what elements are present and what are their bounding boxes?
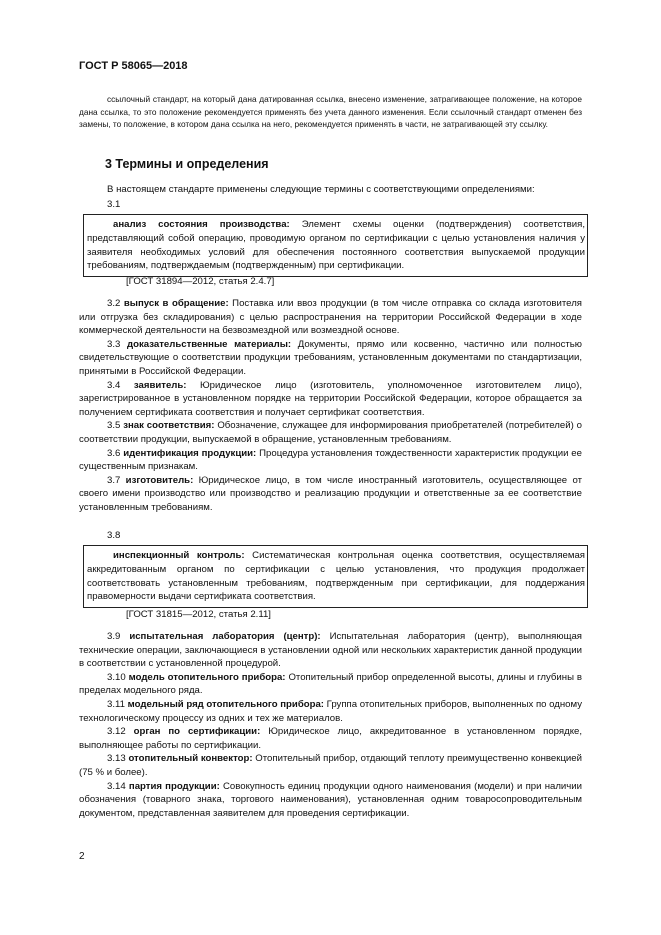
term-3-13 bbox=[79, 752, 582, 779]
term-name: партия продукции: bbox=[128, 780, 220, 792]
term-3-3 bbox=[79, 338, 582, 379]
term-3-14 bbox=[79, 780, 582, 821]
term-text: Юридическое лицо, в том числе иностранный изготовитель, осуществляющее от своего имени производство или производство и реализацию продукции и ответственные за ее соответствие установленным требованиям. bbox=[79, 474, 582, 513]
term-3-9 bbox=[79, 630, 582, 671]
term-3-8-name: инспекционный контроль: bbox=[113, 550, 245, 561]
term-name: модель отопительного прибора: bbox=[128, 671, 286, 683]
terms-block-a bbox=[79, 297, 582, 515]
term-text: Процедура установления тождественности характеристик продукции ее существенным признакам. bbox=[79, 447, 582, 473]
section-lead bbox=[79, 183, 582, 197]
term-number-3-1: 3.1 bbox=[107, 199, 121, 210]
term-name: доказательственные материалы: bbox=[127, 338, 292, 350]
term-number: 3.6 bbox=[107, 447, 121, 459]
term-number-3-8: 3.8 bbox=[107, 530, 121, 541]
page-number: 2 bbox=[79, 851, 85, 862]
intro-paragraph bbox=[79, 93, 582, 131]
term-3-5 bbox=[79, 419, 582, 446]
term-box-3-8 bbox=[83, 545, 588, 608]
section-title: 3 Термины и определения bbox=[105, 157, 269, 171]
term-text: Юридическое лицо (изготовитель, уполномоченное изготовителем лицо), зарегистрированное в установленном порядке на территории Российской Федерации, которое обращается за получением сертификата соответствия и получает сертификат соответствия. bbox=[79, 379, 583, 418]
term-number: 3.9 bbox=[107, 631, 121, 642]
term-number: 3.11 bbox=[107, 698, 125, 710]
term-box-3-1 bbox=[83, 214, 588, 277]
term-number: 3.10 bbox=[107, 671, 126, 683]
term-3-8-text: Систематическая контрольная оценка соответствия, осуществляемая аккредитованным органом по сертификации с целью установления, что продукция продолжает соответствовать установленным требованиям, подтвержденным при сертификации, для поддержания правомерности выдачи сертификата соответствия. bbox=[87, 550, 585, 603]
term-3-12 bbox=[79, 725, 582, 752]
term-text: Поставка или ввоз продукции (в том числе отправка со склада изготовителя или отгрузка без складирования) с целью распространения на территории Российской Федерации в ходе коммерческой деятельности на безвозмездной или возмездной основе. bbox=[79, 298, 582, 337]
term-name: идентификация продукции: bbox=[123, 447, 257, 459]
section-lead-text: В настоящем стандарте применены следующие термины с соответствующими определениями: bbox=[107, 184, 535, 195]
term-3-11 bbox=[79, 698, 582, 725]
term-number: 3.12 bbox=[107, 726, 126, 738]
term-text: Юридическое лицо, аккредитованное в установленном порядке, выполняющее работы по сертификации. bbox=[79, 726, 582, 751]
term-3-7 bbox=[79, 474, 582, 515]
term-number: 3.2 bbox=[107, 298, 121, 309]
term-name: орган по сертификации: bbox=[133, 726, 261, 738]
term-3-4 bbox=[79, 379, 582, 420]
term-text: Группа отопительных приборов, выполненных по одному технологическому процессу из одних и тех же материалов. bbox=[79, 698, 583, 724]
term-name: заявитель: bbox=[133, 379, 187, 391]
term-text: Совокупность единиц продукции одного наименования (модели) и при наличии обозначения (товарного знака, торгового наименования), установленная одним товаросопроводительным документом, представленная заявителем для проведения сертификации. bbox=[79, 780, 582, 819]
term-name: модельный ряд отопительного прибора: bbox=[127, 698, 324, 710]
term-text: Испытательная лаборатория (центр), выполняющая технические операции, заключающиеся в установлении одной или нескольких характеристик данной продукции в соответствии с установленной процедурой. bbox=[79, 631, 582, 670]
term-number: 3.5 bbox=[107, 420, 121, 432]
term-3-1-definition bbox=[84, 215, 587, 276]
intro-text: ссылочный стандарт, на который дана датированная ссылка, внесено изменение, затрагивающее положение, на которое дана ссылка, то это положение рекомендуется применять без учета данного изменения. Если ссылочный стандарт отменен без замены, то положение, в котором дана ссылка на него, рекомендуется применять в части, не затрагивающей эту ссылку. bbox=[79, 94, 582, 130]
term-3-8-source: [ГОСТ 31815—2012, статья 2.11] bbox=[126, 609, 271, 620]
term-text: Отопительный прибор, отдающий теплоту преимущественно конвекцией (75 % и более). bbox=[79, 753, 582, 778]
term-name: знак соответствия: bbox=[123, 420, 215, 432]
term-number: 3.3 bbox=[107, 338, 121, 350]
term-name: отопительный конвектор: bbox=[128, 753, 253, 765]
term-3-1-text: Элемент схемы оценки (подтверждения) соответствия, представляющий собой операцию, проводимую органом по сертификации с целью установления наличия у заявителя необходимых условий для обеспечения постоянного соответствия выпускаемой продукции требованиям, подтверждаемым (подтвержденным) при сертификации. bbox=[87, 219, 585, 272]
terms-block-b bbox=[79, 630, 582, 820]
term-name: испытательная лаборатория (центр): bbox=[129, 631, 321, 642]
term-3-8-definition bbox=[84, 546, 587, 607]
term-name: выпуск в обращение: bbox=[123, 298, 229, 309]
term-number: 3.13 bbox=[107, 753, 126, 765]
term-text: Отопительный прибор определенной высоты, длины и глубины в пределах модельного ряда. bbox=[79, 671, 582, 697]
term-number: 3.14 bbox=[107, 780, 126, 792]
term-number: 3.7 bbox=[107, 474, 121, 486]
term-text: Документы, прямо или косвенно, частично или полностью свидетельствующие о соответствии продукции требованиям, установленным документами по стандартизации, принятыми в Российской Федерации. bbox=[79, 338, 582, 377]
term-3-10 bbox=[79, 671, 582, 698]
term-text: Обозначение, служащее для информирования приобретателей (потребителей) о соответствии продукции, выпускаемой в обращение, установленным требованиям. bbox=[79, 420, 582, 445]
term-number: 3.4 bbox=[107, 379, 121, 391]
document-header: ГОСТ Р 58065—2018 bbox=[79, 60, 188, 72]
term-name: изготовитель: bbox=[125, 474, 194, 486]
term-3-6 bbox=[79, 447, 582, 474]
term-3-1-name: анализ состояния производства: bbox=[113, 219, 290, 230]
term-3-1-source: [ГОСТ 31894—2012, статья 2.4.7] bbox=[126, 276, 275, 287]
term-3-2 bbox=[79, 297, 582, 338]
